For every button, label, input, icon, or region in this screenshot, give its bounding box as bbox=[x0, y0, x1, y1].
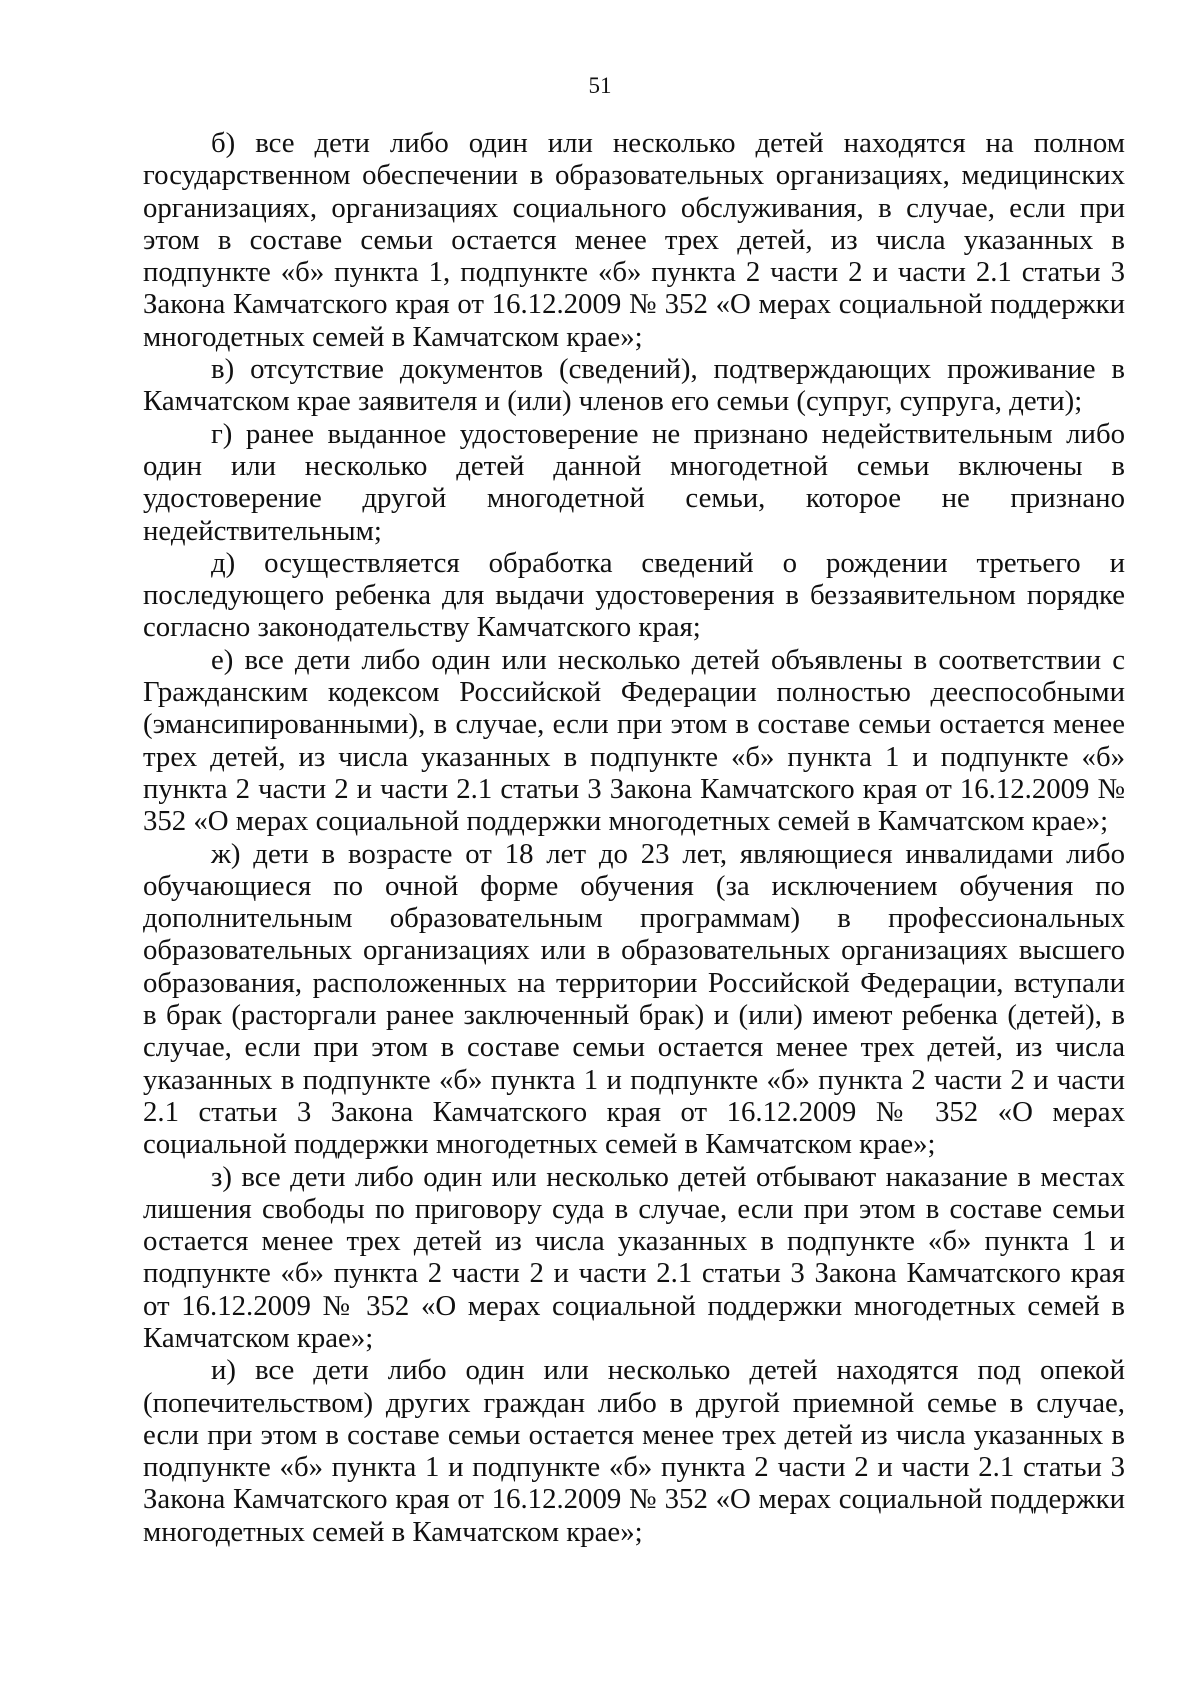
paragraph-g: г) ранее выданное удостоверение не признано недействительным либо один или несколько детей данной многодетной семьи включены в удостоверение другой многодетной семьи, которое не признано недействительным; bbox=[143, 417, 1125, 547]
paragraph-e: е) все дети либо один или несколько детей объявлены в соответствии с Гражданским кодексом Российской Федерации полностью дееспособными (эмансипированными), в случае, если при этом в составе семьи остается менее трех детей, из числа указанных в подпункте «б» пункта 1 и подпункте «б» пункта 2 части 2 и части 2.1 статьи 3 Закона Камчатского края от 16.12.2009 № 352 «О мерах социальной поддержки многодетных семей в Камчатском крае»; bbox=[143, 643, 1125, 838]
document-body bbox=[143, 127, 1125, 1548]
paragraph-b: б) все дети либо один или несколько детей находятся на полном государственном обеспечении в образовательных организациях, медицинских организациях, организациях социального обслуживания, в случае, если при этом в составе семьи остается менее трех детей, из числа указанных в подпункте «б» пункта 1, подпункте «б» пункта 2 части 2 и части 2.1 статьи 3 Закона Камчатского края от 16.12.2009 № 352 «О мерах социальной поддержки многодетных семей в Камчатском крае»; bbox=[143, 127, 1125, 353]
paragraph-v: в) отсутствие документов (сведений), подтверждающих проживание в Камчатском крае заявителя и (или) членов его семьи (супруг, супруга, дети); bbox=[143, 353, 1125, 418]
paragraph-z: з) все дети либо один или несколько детей отбывают наказание в местах лишения свободы по приговору суда в случае, если при этом в составе семьи остается менее трех детей из числа указанных в подпункте «б» пункта 1 и подпункте «б» пункта 2 части 2 и части 2.1 статьи 3 Закона Камчатского края от 16.12.2009 № 352 «О мерах социальной поддержки многодетных семей в Камчатском крае»; bbox=[143, 1160, 1125, 1354]
page-number: 51 bbox=[588, 73, 612, 98]
paragraph-d: д) осуществляется обработка сведений о рождении третьего и последующего ребенка для выдачи удостоверения в беззаявительном порядке согласно законодательству Камчатского края; bbox=[143, 546, 1125, 644]
paragraph-i: и) все дети либо один или несколько детей находятся под опекой (попечительством) других граждан либо в другой приемной семье в случае, если при этом в составе семьи остается менее трех детей из числа указанных в подпункте «б» пункта 1 и подпункте «б» пункта 2 части 2 и части 2.1 статьи 3 Закона Камчатского края от 16.12.2009 № 352 «О мерах социальной поддержки многодетных семей в Камчатском крае»; bbox=[143, 1354, 1125, 1548]
paragraph-zh: ж) дети в возрасте от 18 лет до 23 лет, являющиеся инвалидами либо обучающиеся по очной форме обучения (за исключением обучения по дополнительным образовательным программам) в профессиональных образовательных организациях или в образовательных организациях высшего образования, расположенных на территории Российской Федерации, вступали в брак (расторгали ранее заключенный брак) и (или) имеют ребенка (детей), в случае, если при этом в составе семьи остается менее трех детей, из числа указанных в подпункте «б» пункта 1 и подпункте «б» пункта 2 части 2 и части 2.1 статьи 3 Закона Камчатского края от 16.12.2009 № 352 «О мерах социальной поддержки многодетных семей в Камчатском крае»; bbox=[143, 837, 1125, 1161]
